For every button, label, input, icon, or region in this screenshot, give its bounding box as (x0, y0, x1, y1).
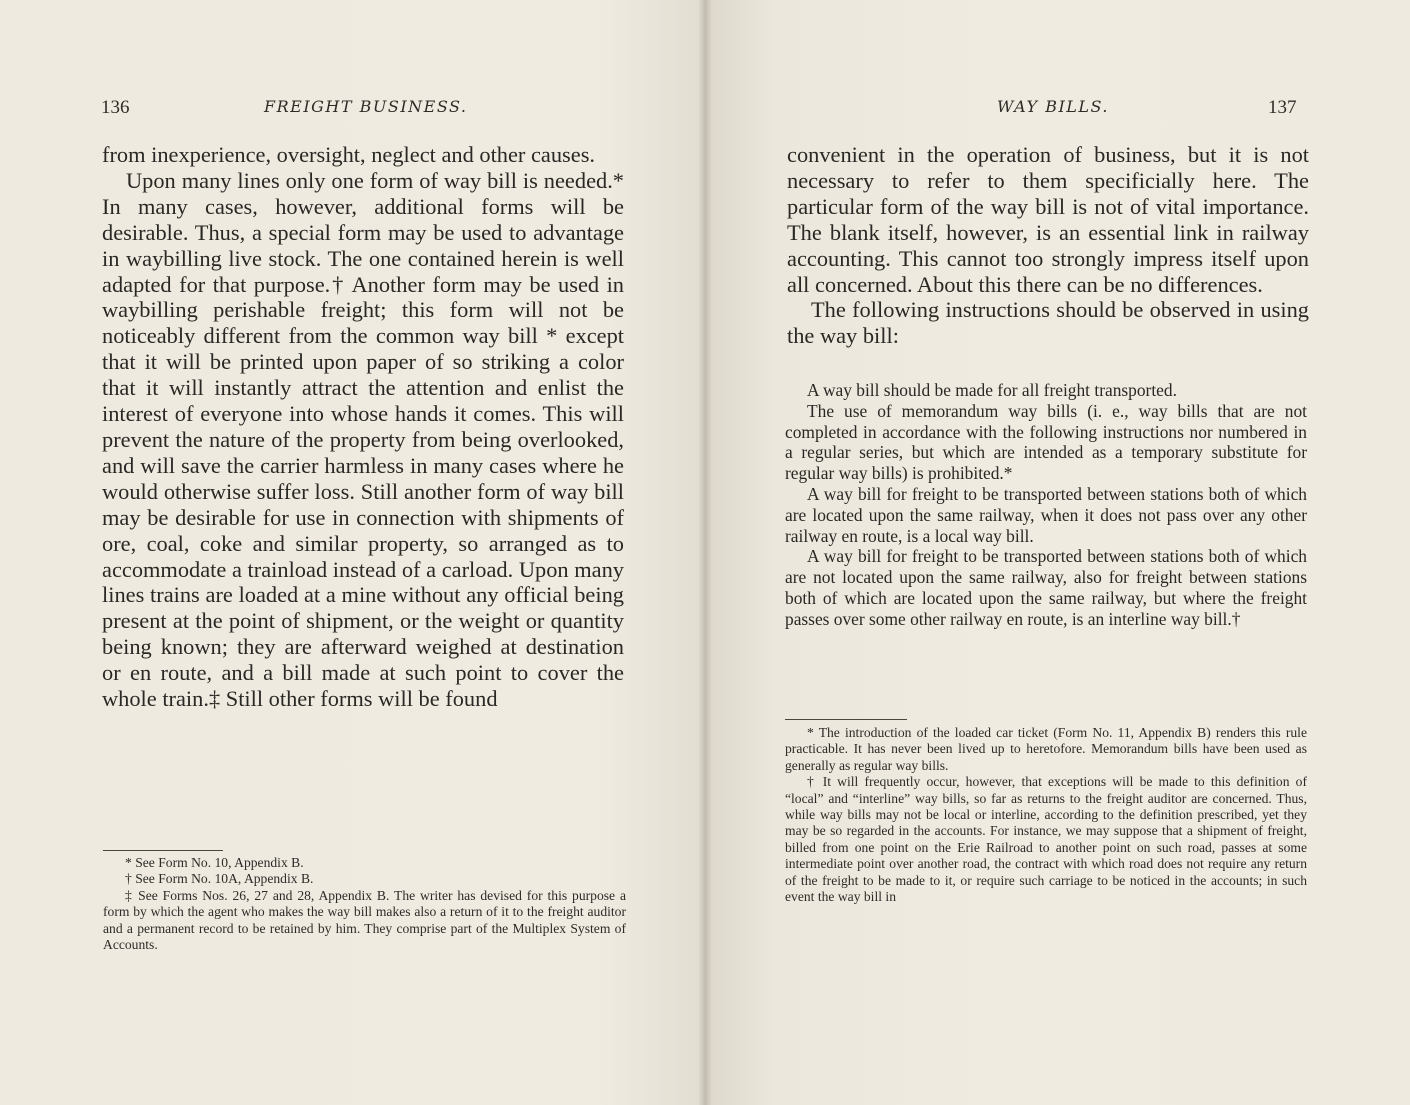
page-number: 136 (101, 97, 130, 118)
running-head: WAY BILLS. (997, 97, 1110, 116)
paragraph: from inexperience, oversight, neglect and other causes. (102, 142, 596, 167)
instruction-item: A way bill should be made for all freight transported. (807, 380, 1177, 400)
right-body-text (787, 142, 1309, 349)
paragraph: convenient in the operation of business, but it is not necessary to refer to them specificially here. The particular form of the way bill is not of vital importance. The blank itself, however, is an essential link in railway accounting. This cannot too strongly impress itself upon all concerned. About this there can be no differences. (787, 142, 1309, 297)
left-page-header (0, 97, 705, 121)
paragraph: The following instructions should be observed in using the way bill: (787, 297, 1309, 349)
footnote-rule (785, 719, 907, 720)
footnote: * See Form No. 10, Appendix B. (125, 855, 304, 870)
right-page (705, 0, 1410, 1105)
instruction-item: A way bill for freight to be transported between stations both of which are not located upon the same railway, also for freight between stations both of which are located upon the same railway, but where the freight passes over some other railway en route, is an interline way bill.† (785, 546, 1307, 629)
left-body-text (102, 142, 624, 712)
way-bill-instructions (785, 380, 1307, 630)
footnote: * The introduction of the loaded car ticket (Form No. 11, Appendix B) renders this rule practicable. It has never been lived up to heretofore. Memorandum bills have been used as generally as regular way bills. (785, 725, 1307, 773)
running-head: FREIGHT BUSINESS. (264, 97, 468, 116)
right-page-header (705, 97, 1410, 121)
right-footnotes (785, 725, 1307, 905)
footnote-rule (103, 850, 223, 851)
page-number: 137 (1268, 97, 1297, 118)
instruction-item: A way bill for freight to be transported between stations both of which are located upon the same railway, when it does not pass over any other railway en route, is a local way bill. (785, 483, 1307, 546)
footnote: † It will frequently occur, however, that exceptions will be made to this definition of “local” and “interline” way bills, so far as returns to the freight auditor are concerned. Thus, while way bills may not be local or interline, according to the definition prescribed, yet they may be so regarded in the accounts. For instance, we may suppose that a shipment of freight, billed from one point on the Erie Railroad to another point on such road, passes at some intermediate point over another road, the contract with which road does not require any return of the freight to be made to it, or require such carriage to be noticed in the accounts; in such event the way bill in (785, 774, 1307, 905)
left-footnotes (103, 855, 626, 953)
paragraph: Upon many lines only one form of way bill is needed.* In many cases, however, additional forms will be desirable. Thus, a special form may be used to advantage in waybilling live stock. The one contained herein is well adapted for that purpose.† Another form may be used in waybilling perishable freight; this form will not be noticeably different from the common way bill * except that it will be printed upon paper of so striking a color that it will instantly attract the attention and enlist the interest of everyone into whose hands it comes. This will prevent the nature of the property from being overlooked, and will save the carrier harmless in many cases where he would otherwise suffer loss. Still another form of way bill may be desirable for use in connection with shipments of ore, coal, coke and similar property, so arranged as to accommodate a trainload instead of a carload. Upon many lines trains are loaded at a mine without any official being present at the point of shipment, or the weight or quantity being known; they are afterward weighed at destination or en route, and a bill made at such point to cover the whole train.‡ Still other forms will be found (102, 167, 624, 712)
footnote: ‡ See Forms Nos. 26, 27 and 28, Appendix B. The writer has devised for this purpose a form by which the agent who makes the way bill makes also a return of it to the freight auditor and a permanent record to be retained by him. They comprise part of the Multiplex System of Accounts. (103, 887, 626, 953)
footnote: † See Form No. 10A, Appendix B. (125, 871, 314, 887)
instruction-item: The use of memorandum way bills (i. e., way bills that are not completed in accordance with the following instructions nor numbered in a regular series, but which are intended as a temporary substitute for regular way bills) is prohibited.* (785, 400, 1307, 484)
book-gutter (698, 0, 712, 1105)
